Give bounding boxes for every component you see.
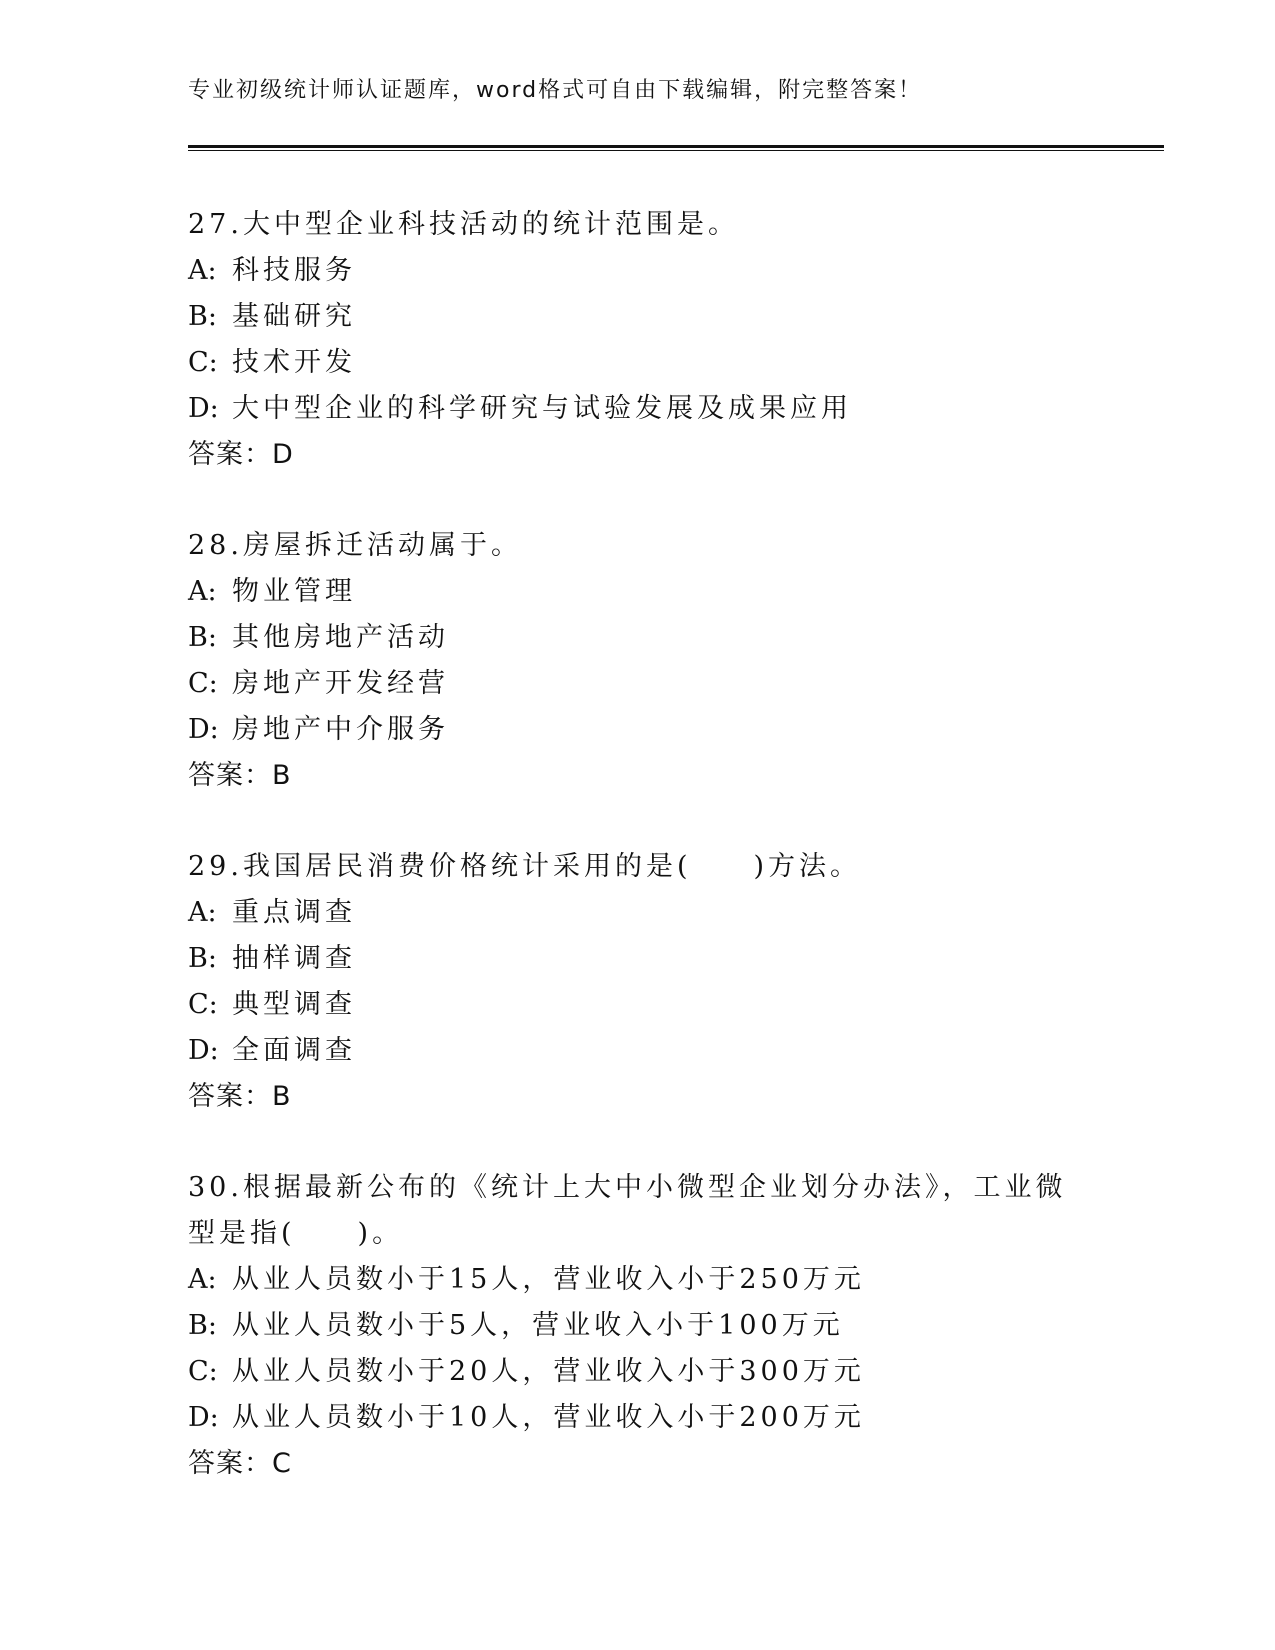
- option-c: [188, 982, 1088, 1028]
- option-key: B:: [188, 1310, 217, 1341]
- option-b: [188, 936, 1088, 982]
- option-text: 大中型企业的科学研究与试验发展及成果应用: [232, 393, 852, 424]
- option-key: D:: [188, 1402, 219, 1433]
- question-list: [188, 202, 1088, 1532]
- option-a: [188, 890, 1088, 936]
- answer-line: 答案：B: [188, 760, 292, 791]
- option-text: 从业人员数小于20人，营业收入小于300万元: [232, 1356, 865, 1387]
- option-b: [188, 294, 1088, 340]
- page-header-text: 专业初级统计师认证题库，word格式可自由下载编辑，附完整答案！: [188, 78, 923, 103]
- question-27: [188, 202, 1088, 478]
- header-divider-thick-line: [188, 145, 1164, 148]
- option-text: 房地产中介服务: [232, 714, 449, 745]
- option-text: 从业人员数小于15人，营业收入小于250万元: [232, 1264, 865, 1295]
- question-stem: 30.根据最新公布的《统计上大中小微型企业划分办法》，工业微型是指( )。: [188, 1172, 1067, 1249]
- option-d: [188, 1028, 1088, 1074]
- option-text: 技术开发: [232, 347, 356, 378]
- answer-line: 答案：D: [188, 439, 294, 470]
- question-28: [188, 523, 1088, 799]
- option-text: 抽样调查: [232, 943, 356, 974]
- option-text: 科技服务: [232, 255, 356, 286]
- answer-line: 答案：B: [188, 1081, 292, 1112]
- header-divider: [188, 145, 1164, 151]
- option-text: 物业管理: [232, 576, 356, 607]
- option-key: D:: [188, 393, 219, 424]
- option-c: [188, 1349, 1088, 1395]
- option-key: B:: [188, 943, 217, 974]
- option-d: [188, 386, 1088, 432]
- option-text: 重点调查: [232, 897, 356, 928]
- option-text: 其他房地产活动: [232, 622, 449, 653]
- question-stem: 27.大中型企业科技活动的统计范围是。: [188, 209, 739, 240]
- option-d: [188, 707, 1088, 753]
- question-30: [188, 1165, 1088, 1487]
- question-stem: 29.我国居民消费价格统计采用的是( )方法。: [188, 851, 862, 882]
- option-b: [188, 1303, 1088, 1349]
- option-key: B:: [188, 622, 217, 653]
- option-c: [188, 661, 1088, 707]
- option-a: [188, 569, 1088, 615]
- option-a: [188, 248, 1088, 294]
- question-stem: 28.房屋拆迁活动属于。: [188, 530, 522, 561]
- option-key: C:: [188, 1356, 218, 1387]
- option-key: A:: [188, 897, 217, 928]
- option-key: D:: [188, 1035, 219, 1066]
- answer-line: 答案：C: [188, 1448, 292, 1479]
- option-text: 基础研究: [232, 301, 356, 332]
- option-a: [188, 1257, 1088, 1303]
- option-key: C:: [188, 668, 218, 699]
- option-key: D:: [188, 714, 219, 745]
- header-divider-thin-line: [188, 150, 1164, 151]
- option-key: C:: [188, 989, 218, 1020]
- option-key: A:: [188, 576, 217, 607]
- option-key: A:: [188, 1264, 217, 1295]
- option-b: [188, 615, 1088, 661]
- option-text: 全面调查: [232, 1035, 356, 1066]
- option-c: [188, 340, 1088, 386]
- option-text: 从业人员数小于10人，营业收入小于200万元: [232, 1402, 865, 1433]
- option-text: 房地产开发经营: [232, 668, 449, 699]
- question-29: [188, 844, 1088, 1120]
- option-d: [188, 1395, 1088, 1441]
- option-text: 典型调查: [232, 989, 356, 1020]
- option-key: C:: [188, 347, 218, 378]
- option-text: 从业人员数小于5人，营业收入小于100万元: [232, 1310, 844, 1341]
- option-key: B:: [188, 301, 217, 332]
- option-key: A:: [188, 255, 217, 286]
